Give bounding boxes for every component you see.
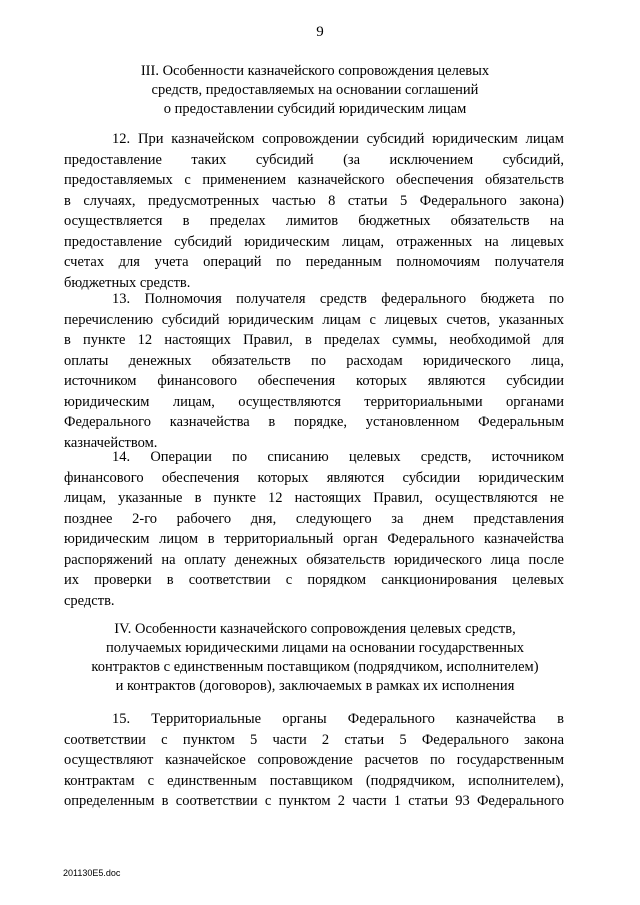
paragraph-line: 15. Территориальные органы Федерального казначейства в bbox=[112, 711, 564, 727]
paragraph-line: 13. Полномочия получателя средств федерального бюджета по bbox=[112, 291, 564, 307]
heading-line: средств, предоставляемых на основании соглашений bbox=[151, 82, 479, 98]
section-4-heading bbox=[60, 620, 570, 696]
heading-line: получаемых юридическими лицами на основании государственных bbox=[105, 640, 525, 656]
paragraph-line: предоставление субсидий юридическим лицам, отраженных на лицевых bbox=[64, 233, 564, 250]
paragraph-line: Федерального казначейства в порядке, установленном Федеральным bbox=[64, 414, 564, 430]
paragraph-13 bbox=[64, 289, 564, 453]
paragraph-line: средств. bbox=[64, 592, 115, 609]
paragraph-line: источником финансового обеспечения которых являются субсидии bbox=[64, 373, 564, 389]
paragraph-line: контрактам с единственным поставщиком (подрядчиком, исполнителем), bbox=[64, 772, 564, 789]
paragraph-line: предоставляемых с применением казначейского обеспечения обязательств bbox=[64, 172, 564, 188]
paragraph-line: осуществляют казначейское сопровождение расчетов по государственным bbox=[64, 752, 564, 768]
paragraph-line: 14. Операции по списанию целевых средств, источником bbox=[112, 449, 564, 465]
paragraph-line: бюджетных средств. bbox=[64, 274, 191, 291]
paragraph-15 bbox=[64, 709, 564, 812]
paragraph-line: позднее 2-го рабочего дня, следующего за днем представления bbox=[64, 510, 564, 527]
paragraph-line: в случаях, предусмотренных частью 8 статьи 5 Федерального закона) bbox=[64, 192, 564, 209]
paragraph-line: соответствии с пунктом 5 части 2 статьи 5 Федерального закона bbox=[64, 731, 564, 748]
paragraph-line: предоставление таких субсидий (за исключением субсидий, bbox=[64, 151, 564, 168]
paragraph-line: казначейством. bbox=[64, 434, 158, 451]
section-3-heading bbox=[60, 62, 570, 119]
paragraph-line: юридическим лицом в территориальный орган Федерального казначейства bbox=[64, 531, 564, 547]
paragraph-line: распоряжений на оплату денежных обязательств юридического лица после bbox=[64, 551, 564, 568]
paragraph-14 bbox=[64, 447, 564, 611]
heading-line: IV. Особенности казначейского сопровождения целевых средств, bbox=[114, 621, 516, 637]
paragraph-line: счетах для учета операций по переданным полномочиям получателя bbox=[64, 254, 564, 270]
heading-line: о предоставлении субсидий юридическим лицам bbox=[163, 101, 467, 117]
paragraph-line: финансового обеспечения которых являются субсидии юридическим bbox=[64, 469, 564, 486]
paragraph-12 bbox=[64, 129, 564, 293]
paragraph-line: осуществляется в пределах лимитов бюджетных обязательств на bbox=[64, 213, 564, 229]
page-number: 9 bbox=[316, 24, 324, 40]
paragraph-line: перечислению субсидий юридическим лицам с лицевых счетов, указанных bbox=[64, 311, 564, 328]
paragraph-line: юридическим лицам, осуществляются территориальными органами bbox=[64, 393, 564, 410]
paragraph-line: их проверки в соответствии с порядком санкционирования целевых bbox=[64, 572, 564, 588]
paragraph-line: в пункте 12 настоящих Правил, в пределах суммы, необходимой для bbox=[64, 332, 564, 348]
heading-line: III. Особенности казначейского сопровождения целевых bbox=[140, 63, 490, 79]
heading-line: контрактов с единственным поставщиком (подрядчиком, исполнителем) bbox=[91, 659, 539, 675]
paragraph-line: оплаты денежных обязательств по расходам юридического лица, bbox=[64, 352, 564, 369]
paragraph-line: лицам, указанные в пункте 12 настоящих Правил, осуществляются не bbox=[64, 490, 564, 506]
paragraph-line: определенным в соответствии с пунктом 2 части 1 статьи 93 Федерального bbox=[64, 793, 564, 809]
heading-line: и контрактов (договоров), заключаемых в рамках их исполнения bbox=[115, 678, 515, 694]
file-name-footer: 201130E5.doc bbox=[63, 868, 121, 878]
paragraph-line: 12. При казначейском сопровождении субсидий юридическим лицам bbox=[112, 131, 564, 147]
